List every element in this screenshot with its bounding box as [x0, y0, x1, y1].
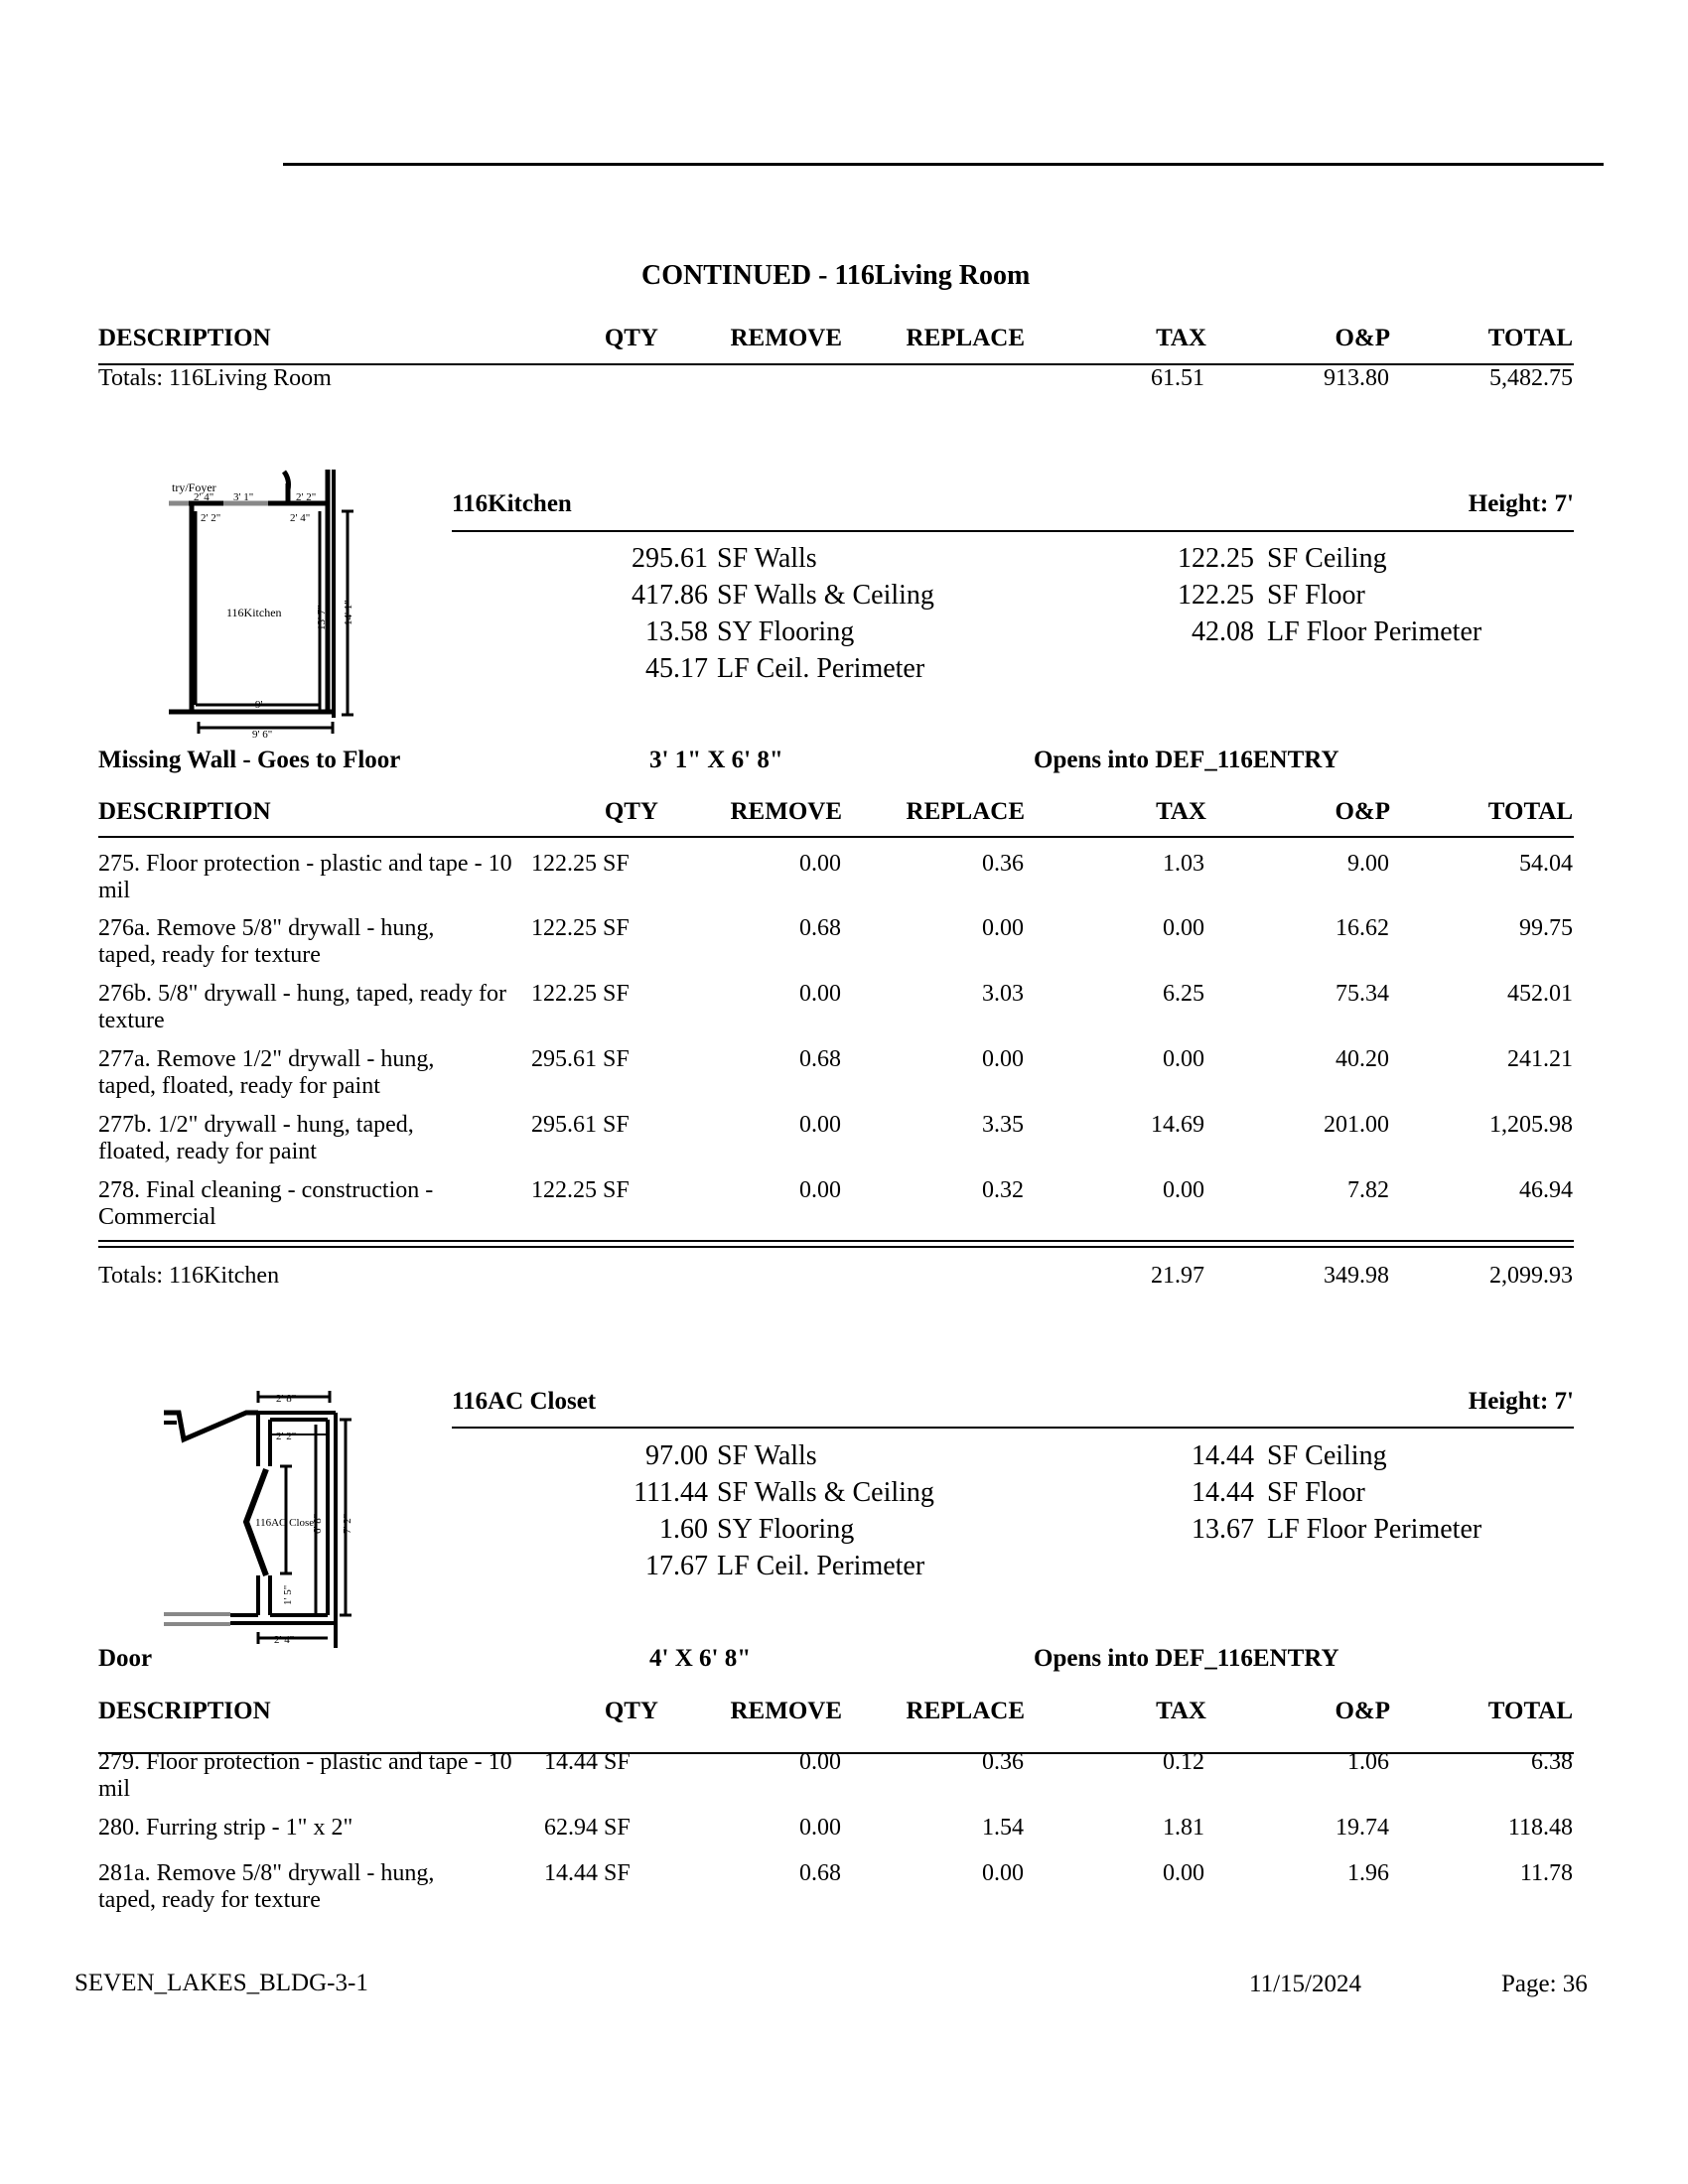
col-remove: REMOVE	[730, 1698, 842, 1724]
item-total: 99.75	[1519, 915, 1573, 941]
meas-label: LF Ceil. Perimeter	[717, 653, 925, 684]
item-description: 276b. 5/8" drywall - hung, taped, ready for texture	[98, 981, 507, 1033]
svg-text:2' 4": 2' 4"	[274, 1634, 295, 1646]
totals-label: Totals: 116Kitchen	[98, 1263, 280, 1289]
svg-text:2' 8": 2' 8"	[276, 1393, 297, 1405]
meas-label: SF Walls	[717, 543, 817, 574]
meas-label: SF Ceiling	[1267, 1440, 1387, 1471]
svg-text:2' 4": 2' 4"	[290, 512, 311, 524]
item-tax: 0.00	[1163, 1177, 1204, 1203]
closet-floorplan-icon	[159, 1385, 357, 1653]
closet-sketch	[159, 1385, 357, 1653]
item-op: 9.00	[1347, 851, 1389, 877]
svg-text:9': 9'	[255, 699, 263, 711]
closet-height: Height: 7'	[1468, 1388, 1574, 1415]
totals-total: 5,482.75	[1489, 365, 1573, 391]
item-remove: 0.68	[799, 1860, 841, 1886]
svg-text:9' 6": 9' 6"	[252, 729, 273, 740]
item-replace: 3.03	[982, 981, 1024, 1007]
svg-text:3' 1": 3' 1"	[233, 491, 254, 503]
col-replace: REPLACE	[906, 1698, 1025, 1724]
item-total: 241.21	[1507, 1046, 1573, 1072]
col-total: TOTAL	[1487, 325, 1573, 351]
col-description: DESCRIPTION	[98, 325, 271, 351]
meas-value: 17.67	[645, 1551, 708, 1581]
svg-text:7' 2": 7' 2"	[342, 1513, 353, 1534]
svg-text:116Kitchen: 116Kitchen	[226, 606, 282, 619]
meas-label: SF Floor	[1267, 580, 1365, 611]
col-qty: QTY	[604, 798, 658, 825]
item-remove: 0.00	[799, 981, 841, 1007]
item-total: 118.48	[1507, 1815, 1573, 1841]
meas-label: LF Floor Perimeter	[1267, 1514, 1482, 1545]
col-replace: REPLACE	[906, 798, 1025, 825]
meas-value: 122.25	[1178, 543, 1254, 574]
continued-section-title: CONTINUED - 116Living Room	[641, 260, 1031, 291]
svg-text:2' 2": 2' 2"	[276, 1431, 297, 1442]
item-total: 452.01	[1507, 981, 1573, 1007]
svg-text:1' 5": 1' 5"	[282, 1584, 294, 1605]
item-description: 279. Floor protection - plastic and tape - 10 mil	[98, 1749, 512, 1802]
opening-destination: Opens into DEF_116ENTRY	[1034, 1645, 1339, 1672]
col-qty: QTY	[604, 325, 658, 351]
meas-value: 1.60	[659, 1514, 708, 1545]
svg-text:13' 7": 13' 7"	[316, 605, 328, 630]
item-total: 6.38	[1531, 1749, 1573, 1775]
footer-date: 11/15/2024	[1249, 1971, 1361, 1997]
meas-label: SY Flooring	[717, 616, 855, 647]
meas-value: 417.86	[632, 580, 708, 611]
item-description: 277a. Remove 1/2" drywall - hung, taped, floated, ready for paint	[98, 1046, 435, 1099]
svg-text:2' 2": 2' 2"	[201, 512, 221, 524]
svg-text:2' 2": 2' 2"	[296, 491, 317, 503]
kitchen-height: Height: 7'	[1468, 490, 1574, 517]
item-tax: 14.69	[1151, 1112, 1204, 1138]
item-op: 7.82	[1347, 1177, 1389, 1203]
meas-value: 13.67	[1192, 1514, 1254, 1545]
top-rule	[283, 163, 1604, 166]
meas-label: SF Ceiling	[1267, 543, 1387, 574]
item-op: 75.34	[1336, 981, 1389, 1007]
col-remove: REMOVE	[730, 325, 842, 351]
meas-value: 122.25	[1178, 580, 1254, 611]
totals-label: Totals: 116Living Room	[98, 365, 332, 391]
meas-label: SF Walls	[717, 1440, 817, 1471]
col-description: DESCRIPTION	[98, 798, 271, 825]
item-description: 281a. Remove 5/8" drywall - hung, taped, ready for texture	[98, 1860, 435, 1913]
item-remove: 0.00	[799, 1749, 841, 1775]
item-replace: 1.54	[982, 1815, 1024, 1841]
item-description: 277b. 1/2" drywall - hung, taped, floated, ready for paint	[98, 1112, 414, 1164]
closet-room-title: 116AC Closet	[452, 1388, 597, 1415]
opening-size: 4' X 6' 8"	[649, 1645, 752, 1672]
item-op: 16.62	[1336, 915, 1389, 941]
item-remove: 0.00	[799, 851, 841, 877]
col-replace: REPLACE	[906, 325, 1025, 351]
col-description: DESCRIPTION	[98, 1698, 271, 1724]
kitchen-sketch	[159, 462, 357, 740]
opening-destination: Opens into DEF_116ENTRY	[1034, 747, 1339, 773]
col-remove: REMOVE	[730, 798, 842, 825]
item-replace: 0.00	[982, 1046, 1024, 1072]
meas-label: LF Floor Perimeter	[1267, 616, 1482, 647]
meas-value: 295.61	[632, 543, 708, 574]
item-description: 275. Floor protection - plastic and tape - 10 mil	[98, 851, 512, 903]
item-replace: 3.35	[982, 1112, 1024, 1138]
item-description: 278. Final cleaning - construction - Commercial	[98, 1177, 434, 1230]
item-replace: 0.00	[982, 1860, 1024, 1886]
item-replace: 0.36	[982, 851, 1024, 877]
col-tax: TAX	[1156, 325, 1206, 351]
totals-double-rule-top	[98, 1240, 1574, 1242]
item-tax: 0.00	[1163, 1860, 1204, 1886]
footer-project-name: SEVEN_LAKES_BLDG-3-1	[74, 1970, 368, 1996]
item-qty: 122.25 SF	[531, 915, 630, 941]
item-remove: 0.68	[799, 915, 841, 941]
item-remove: 0.00	[799, 1815, 841, 1841]
col-total: TOTAL	[1487, 798, 1573, 825]
item-op: 1.96	[1347, 1860, 1389, 1886]
item-description: 276a. Remove 5/8" drywall - hung, taped, ready for texture	[98, 915, 435, 968]
col-tax: TAX	[1156, 798, 1206, 825]
item-remove: 0.00	[799, 1112, 841, 1138]
item-total: 1,205.98	[1489, 1112, 1573, 1138]
closet-title-rule	[452, 1427, 1574, 1429]
svg-text:6' 8": 6' 8"	[312, 1513, 324, 1534]
meas-value: 14.44	[1192, 1440, 1254, 1471]
meas-label: SF Walls & Ceiling	[717, 1477, 934, 1508]
totals-total: 2,099.93	[1489, 1263, 1573, 1289]
header-rule	[98, 836, 1574, 838]
meas-value: 42.08	[1192, 616, 1254, 647]
meas-value: 13.58	[645, 616, 708, 647]
item-tax: 1.81	[1163, 1815, 1204, 1841]
item-op: 201.00	[1324, 1112, 1389, 1138]
kitchen-title-rule	[452, 530, 1574, 532]
item-tax: 6.25	[1163, 981, 1204, 1007]
kitchen-room-title: 116Kitchen	[452, 490, 572, 517]
item-total: 46.94	[1519, 1177, 1573, 1203]
item-tax: 0.00	[1163, 915, 1204, 941]
item-remove: 0.68	[799, 1046, 841, 1072]
svg-text:try/Foyer: try/Foyer	[172, 480, 216, 494]
col-op: O&P	[1335, 1698, 1390, 1724]
kitchen-floorplan-icon	[159, 462, 357, 740]
item-qty: 295.61 SF	[531, 1112, 630, 1138]
col-qty: QTY	[604, 1698, 658, 1724]
totals-tax: 61.51	[1151, 365, 1204, 391]
totals-tax: 21.97	[1151, 1263, 1204, 1289]
item-replace: 0.00	[982, 915, 1024, 941]
meas-label: LF Ceil. Perimeter	[717, 1551, 925, 1581]
totals-op: 913.80	[1324, 365, 1389, 391]
item-tax: 0.00	[1163, 1046, 1204, 1072]
item-replace: 0.36	[982, 1749, 1024, 1775]
item-op: 40.20	[1336, 1046, 1389, 1072]
svg-text:14' 1": 14' 1"	[343, 600, 354, 625]
item-tax: 0.12	[1163, 1749, 1204, 1775]
totals-op: 349.98	[1324, 1263, 1389, 1289]
item-total: 54.04	[1519, 851, 1573, 877]
meas-value: 111.44	[633, 1477, 708, 1508]
opening-name: Missing Wall - Goes to Floor	[98, 747, 401, 773]
svg-text:2' 4": 2' 4"	[194, 491, 214, 503]
item-total: 11.78	[1519, 1860, 1573, 1886]
opening-name: Door	[98, 1645, 153, 1672]
col-op: O&P	[1335, 798, 1390, 825]
totals-double-rule-bottom	[98, 1246, 1574, 1248]
item-qty: 122.25 SF	[531, 1177, 630, 1203]
item-tax: 1.03	[1163, 851, 1204, 877]
footer-page-number: Page: 36	[1501, 1971, 1588, 1997]
item-replace: 0.32	[982, 1177, 1024, 1203]
meas-value: 97.00	[645, 1440, 708, 1471]
item-qty: 122.25 SF	[531, 981, 630, 1007]
item-qty: 62.94 SF	[544, 1815, 631, 1841]
item-description: 280. Furring strip - 1" x 2"	[98, 1815, 353, 1841]
meas-value: 45.17	[645, 653, 708, 684]
svg-text:116AC Closet: 116AC Closet	[255, 1517, 318, 1529]
item-op: 19.74	[1336, 1815, 1389, 1841]
meas-label: SF Walls & Ceiling	[717, 580, 934, 611]
item-qty: 14.44 SF	[544, 1860, 631, 1886]
opening-size: 3' 1" X 6' 8"	[649, 747, 783, 773]
meas-label: SF Floor	[1267, 1477, 1365, 1508]
meas-value: 14.44	[1192, 1477, 1254, 1508]
col-total: TOTAL	[1487, 1698, 1573, 1724]
item-qty: 14.44 SF	[544, 1749, 631, 1775]
col-op: O&P	[1335, 325, 1390, 351]
col-tax: TAX	[1156, 1698, 1206, 1724]
item-qty: 295.61 SF	[531, 1046, 630, 1072]
item-remove: 0.00	[799, 1177, 841, 1203]
item-op: 1.06	[1347, 1749, 1389, 1775]
item-qty: 122.25 SF	[531, 851, 630, 877]
meas-label: SY Flooring	[717, 1514, 855, 1545]
